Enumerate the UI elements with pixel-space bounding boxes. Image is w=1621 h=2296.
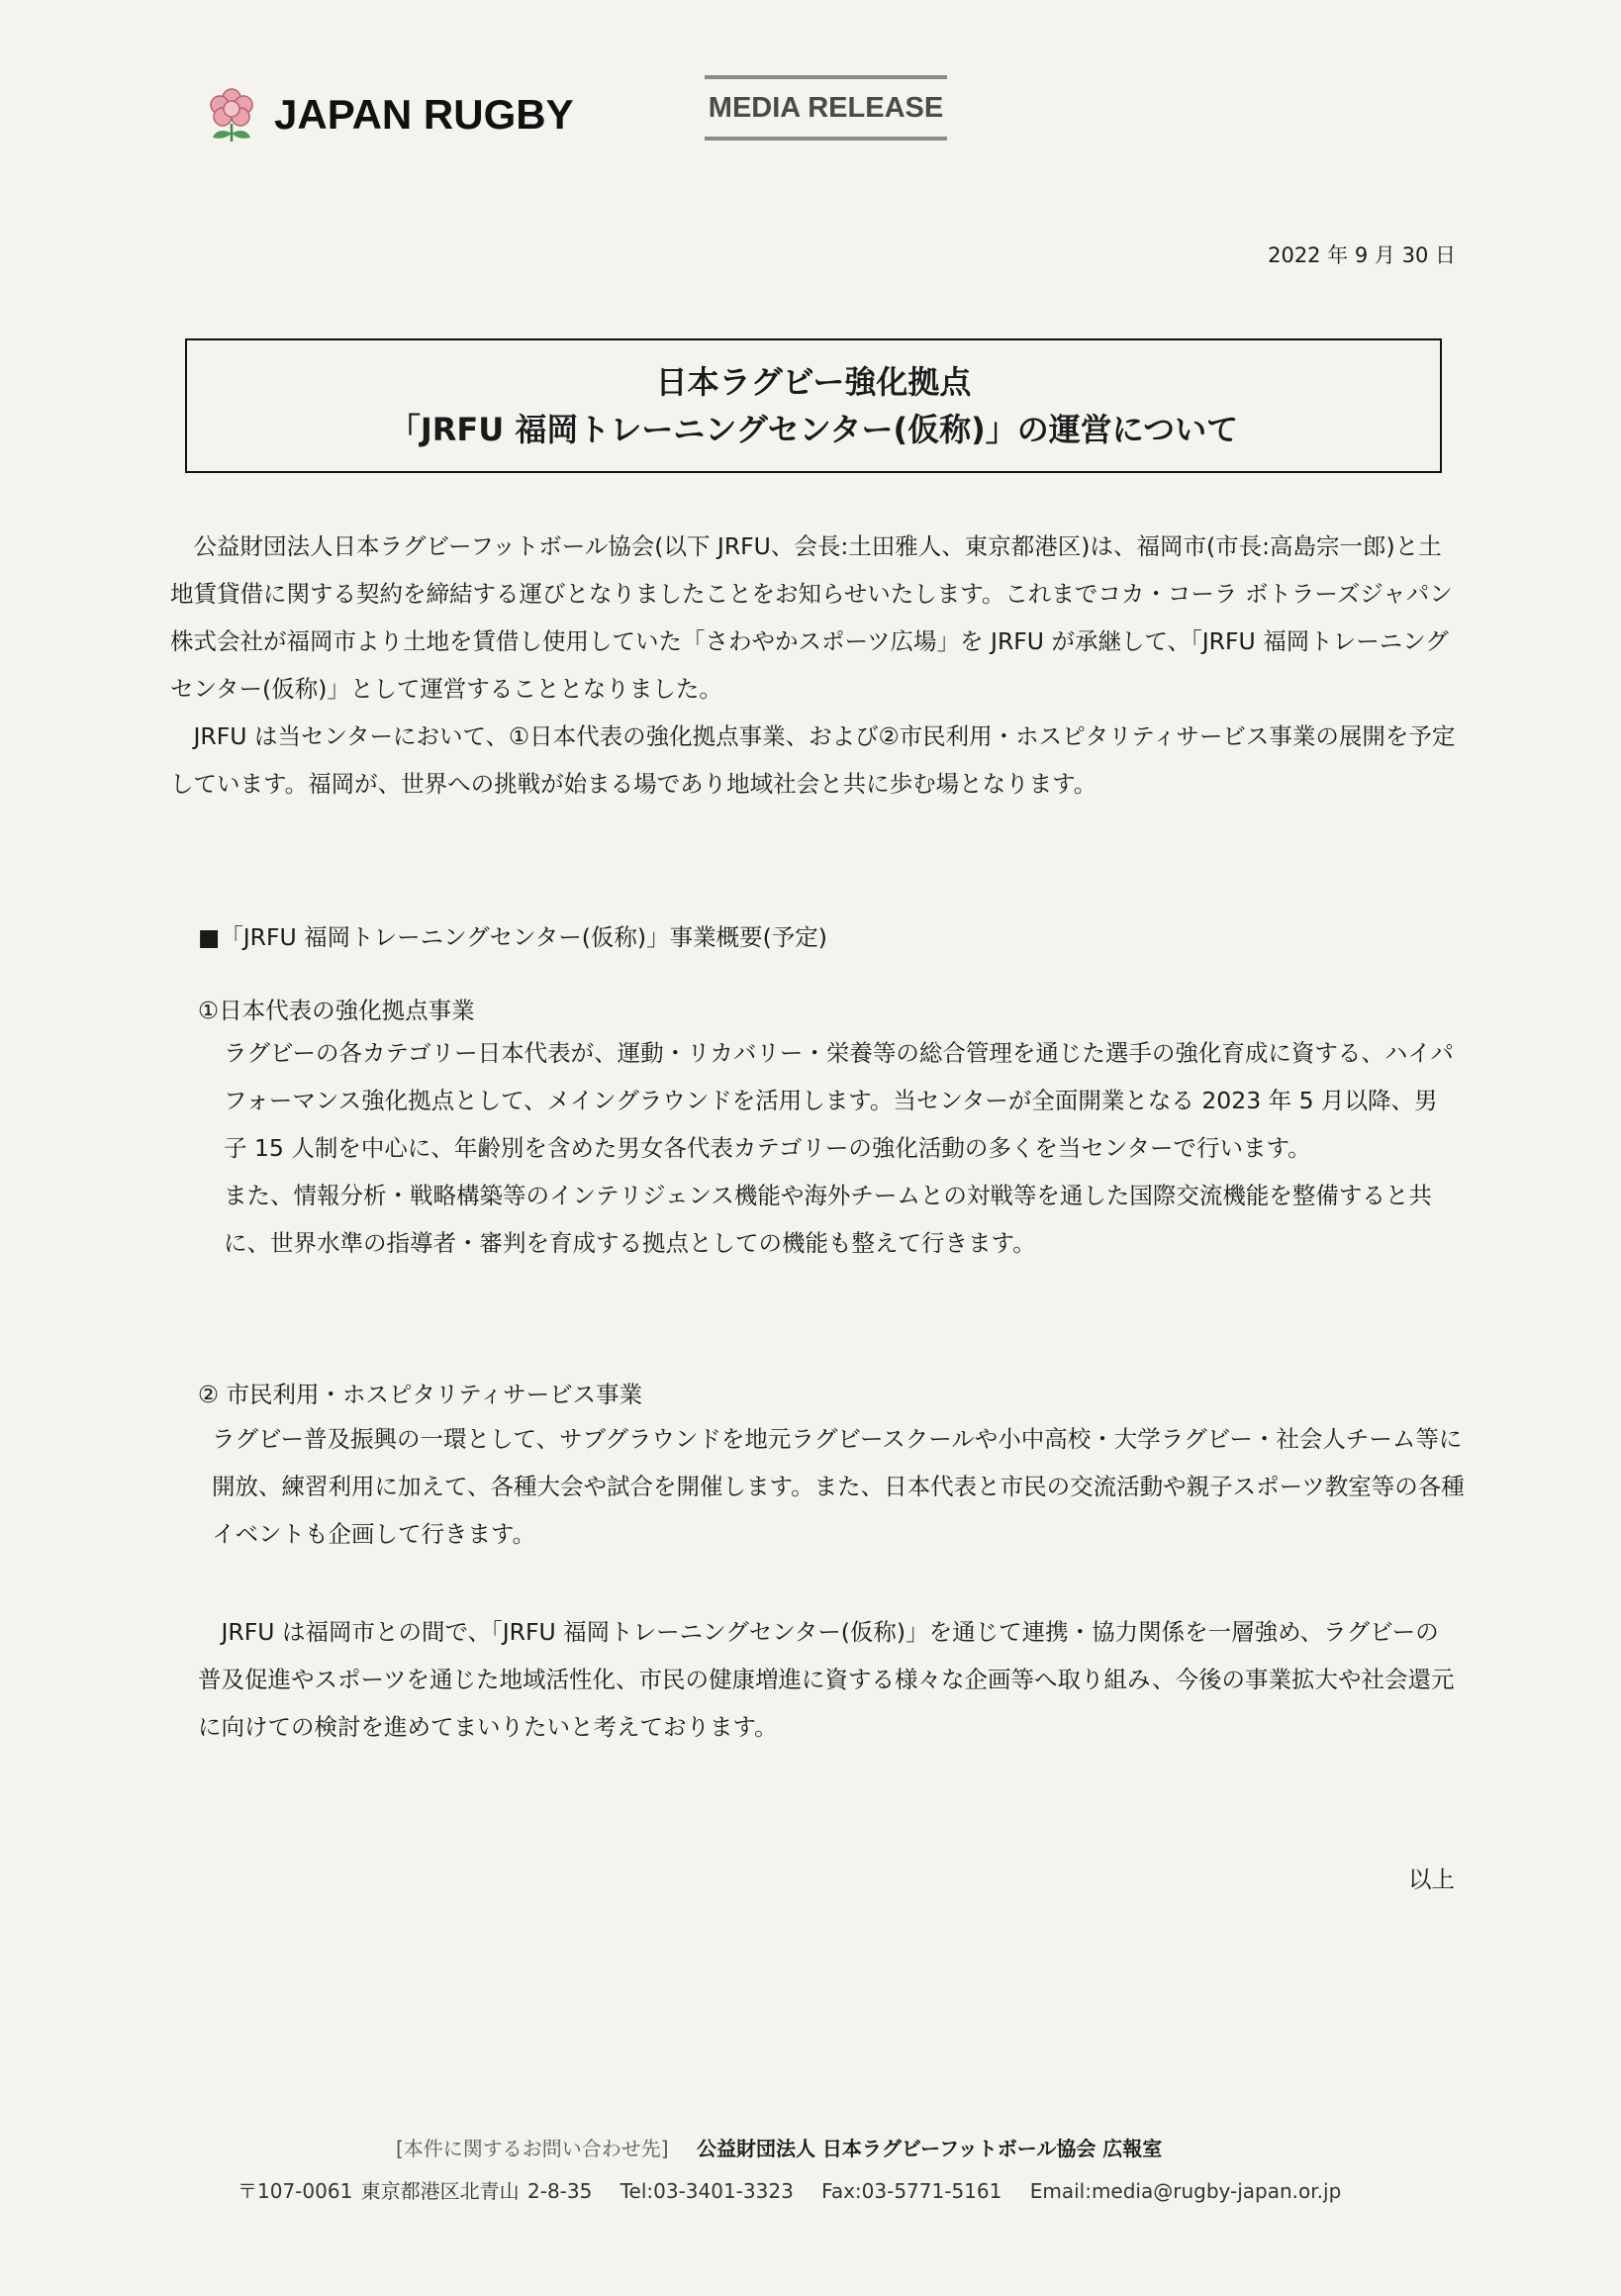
section-1-paragraph-1: ラグビーの各カテゴリー日本代表が、運動・リカバリー・栄養等の総合管理を通じた選手の強化育成に資する、ハイパフォーマンス強化拠点として、メイングラウンドを活用します。当センターが全面開業となる 2023 年 5 月以降、男子 15 人制を中心に、年齢別を含めた男女各代表カテゴリーの強化活動の多くを当センターで行います。	[224, 1039, 1454, 1162]
media-release-label: MEDIA RELEASE	[705, 75, 947, 141]
title-line-2: 「JRFU 福岡トレーニングセンター(仮称)」の運営について	[388, 411, 1239, 448]
intro-text	[170, 523, 1457, 808]
release-date: 2022 年 9 月 30 日	[1268, 243, 1456, 267]
closing-text	[198, 1608, 1460, 1751]
section-2-paragraph-1: ラグビー普及振興の一環として、サブグラウンドを地元ラグビースクールや小中高校・大学ラグビー・社会人チーム等に開放、練習利用に加えて、各種大会や試合を開催します。また、日本代表と市民の交流活動や親子スポーツ教室等の各種イベントも企画して行きます。	[212, 1425, 1465, 1548]
sakura-rose-icon	[203, 84, 260, 145]
section-1-paragraph-2: また、情報分析・戦略構築等のインテリジェンス機能や海外チームとの対戦等を通した国際交流機能を整備すると共に、世界水準の指導者・審判を育成する拠点としての機能も整えて行きます。	[224, 1182, 1432, 1257]
contact-label: [本件に関するお問い合わせ先]	[396, 2137, 669, 2160]
contact-address: 〒107-0061 東京都港区北青山 2-8-35	[238, 2179, 593, 2203]
closing-paragraph: JRFU は福岡市との間で、「JRFU 福岡トレーニングセンター(仮称)」を通じて連携・協力関係を一層強め、ラグビーの普及促進やスポーツを通じた地域活性化、市民の健康増進に資する様々な企画等へ取り組み、今後の事業拡大や社会還元に向けての検討を進めてまいりたいと考えております。	[198, 1618, 1455, 1741]
title-box	[185, 338, 1442, 473]
title-line-1: 日本ラグビー強化拠点	[655, 363, 972, 401]
contact-tel: Tel:03-3401-3323	[620, 2179, 794, 2203]
overview-heading: ■「JRFU 福岡トレーニングセンター(仮称)」事業概要(予定)	[198, 923, 827, 951]
contact-organization: 公益財団法人 日本ラグビーフットボール協会 広報室	[696, 2137, 1163, 2160]
section-1-heading: ①日本代表の強化拠点事業	[198, 997, 475, 1024]
section-1-body	[224, 1029, 1461, 1267]
contact-heading	[396, 2133, 1162, 2161]
brand-name: JAPAN RUGBY	[274, 91, 574, 138]
contact-email[interactable]: Email:media@rugby-japan.or.jp	[1029, 2179, 1342, 2203]
end-mark: 以上	[1408, 1866, 1455, 1893]
section-2-body	[212, 1415, 1469, 1558]
intro-paragraph-2: JRFU は当センターにおいて、①日本代表の強化拠点事業、および②市民利用・ホスピタリティサービス事業の展開を予定しています。福岡が、世界への挑戦が始まる場であり地域社会と共に歩む場となります。	[170, 722, 1456, 798]
contact-details	[238, 2175, 1361, 2204]
section-2-heading: ② 市民利用・ホスピタリティサービス事業	[198, 1381, 643, 1408]
contact-fax: Fax:03-5771-5161	[821, 2179, 1002, 2203]
japan-rugby-logo	[203, 84, 574, 145]
intro-paragraph-1: 公益財団法人日本ラグビーフットボール協会(以下 JRFU、会長:土田雅人、東京都港区)は、福岡市(市長:高島宗一郎)と土地賃貸借に関する契約を締結する運びとなりましたことをお知らせいたします。これまでコカ・コーラ ボトラーズジャパン株式会社が福岡市より土地を賃借し使用していた「さわやかスポーツ広場」を JRFU が承継して、「JRFU 福岡トレーニングセンター(仮称)」として運営することとなりました。	[170, 532, 1453, 703]
